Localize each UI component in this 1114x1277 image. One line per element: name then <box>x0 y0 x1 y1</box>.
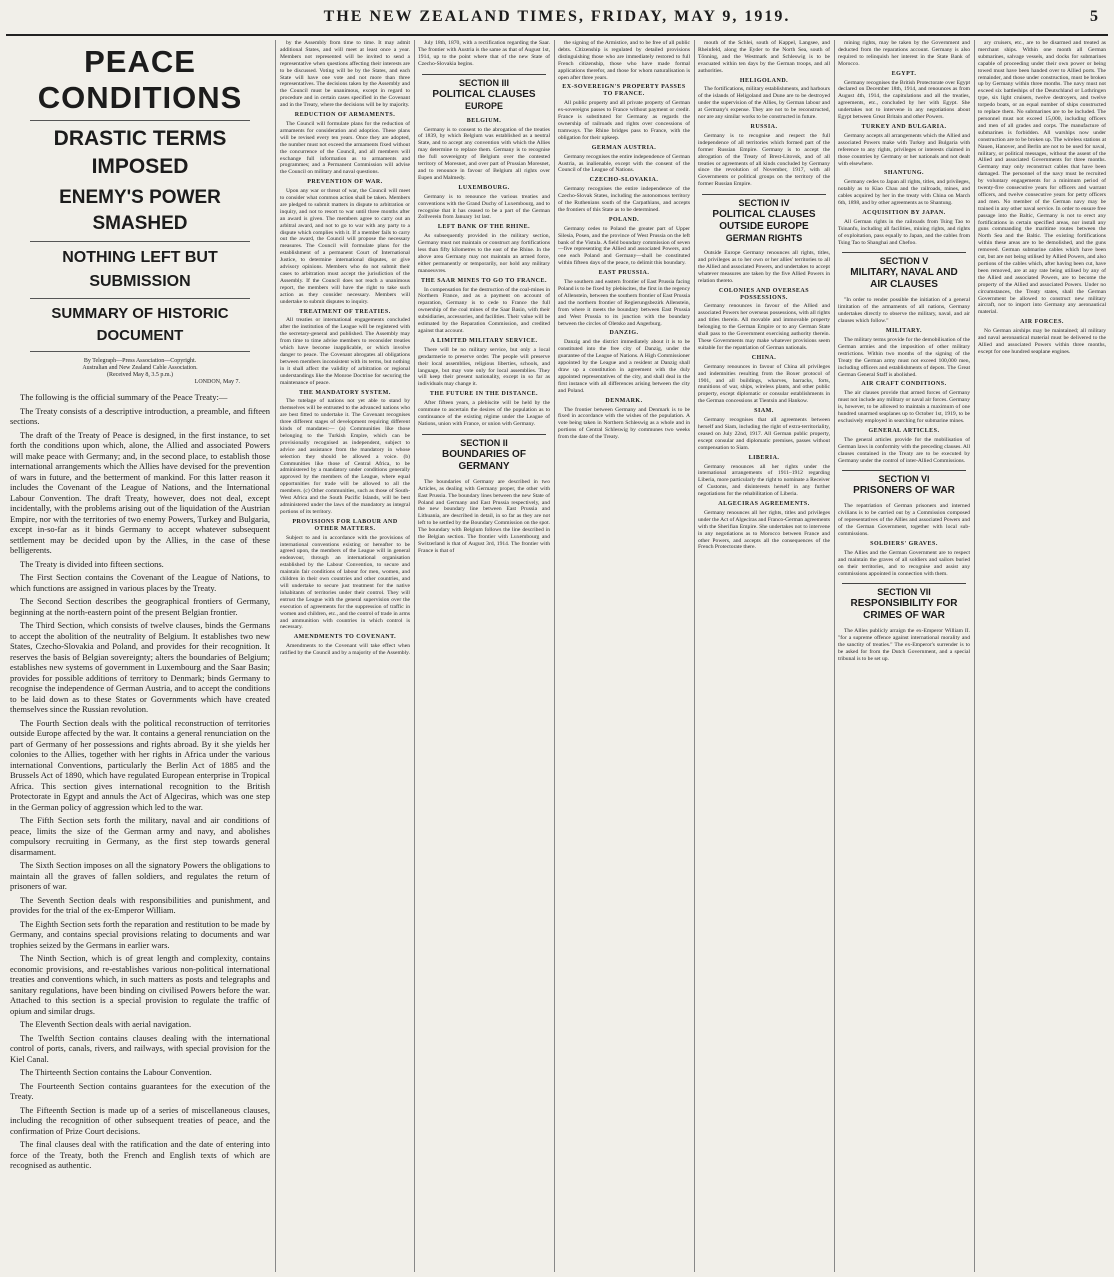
section-subtitle: GERMAN RIGHTS <box>725 233 803 244</box>
paragraph: As subsequently provided in the military section, Germany must not maintain or construct any fortifications less than fifty kilometres to the east of the Rhine. In the above area Germany may not maintain an armed force, either permanently or temporarily, nor hold any military manoeuvres. <box>418 233 550 274</box>
section-number: SECTION VII <box>877 587 931 598</box>
byline-line: Australian and New Zealand Cable Association. <box>82 365 198 371</box>
paragraph: Germany cedes to Poland the greater part of Upper Silesia, Posen, and the province of West Prussia on the left bank of the Vistula. A field boundary commission of seven—five representing the Allied and associated Powers, and one each Poland and Germany—shall be constituted within fifteen days of the peace, to delimit this boundary. <box>558 225 690 267</box>
subheading: ALGECIRAS AGREEMENTS. <box>718 501 810 508</box>
subheading: EAST PRUSSIA. <box>598 270 650 277</box>
column-rule <box>834 40 835 1272</box>
lead-paragraph: The Twelfth Section contains clauses dealing with the international control of ports, canals, rivers, and railways, with special provision for the Kiel Canal. <box>10 1032 270 1064</box>
column-rule <box>694 40 695 1272</box>
paragraph: The boundaries of Germany are described in two Articles, as dealing with Germany proper, the other with East Prussia. The boundary lines between the new State of Poland and Germany and East Prussia respectively, and the new boundary line between East Prussia and Lithuania, are described in detail, in so far as they are not left to be settled by the Boundary Commission on the spot. The boundary with Belgium follows the line described in the Belgian section. The frontier with Luxembourg and Switzerland is that of August 3rd, 1914. The frontier with France is that of <box>418 478 550 554</box>
subheading: REDUCTION OF ARMAMENTS. <box>294 112 396 119</box>
byline-line: By Telegraph—Press Association—Copyright. <box>83 358 197 364</box>
paragraph: The tutelage of nations not yet able to stand by themselves will be entrusted to the advanced nations who are best fitted to undertake it. The Covenant recognises three different stages of development requiring different kinds of mandates:— (a) Communities like those belonging to the Turkish Empire, which can be provisionally recognised as independent, subject to advice and assistance from the mandatory in whose selection they should be allowed a voice. (b) Communities like those of Central Africa, to be administered by a mandatory under conditions generally approved by the members of the League, where equal opportunities for trade will be allowed to all the members. (c) Other communities, such as those of South-West Africa and the South Pacific Islands, will be best administered under the laws of the mandatory as integral portions of its territory. <box>280 398 410 515</box>
subheading: EX-SOVEREIGN'S PROPERTY PASSES TO FRANCE. <box>562 84 686 98</box>
subheading: BELGIUM. <box>466 117 502 124</box>
dateline: LONDON, May 7. <box>194 379 240 385</box>
subheading: PREVENTION OF WAR. <box>307 179 383 186</box>
paragraph: The military terms provide for the demobilisation of the German armies and the imposition of other military restrictions. Within two months of the signing of the Treaty the German army must not exceed 100,000 men, including officers and establishments of depots. The Great German General Staff is abolished. <box>838 337 970 378</box>
paragraph: Germany renounces all her rights under the international arrangements of 1911–1912 regarding Liberia, more particularly the right to nominate a Receiver of Customs, and disinterests herself in any further negotiations for the rehabilitation of Liberia. <box>698 463 830 498</box>
paragraph: All treaties or international engagements concluded after the institution of the League will be registered with the secretary-general and published. The Assembly may from time to time advise members to reconsider treaties which have become inapplicable, or which involve danger to peace. The Covenant abrogates all obligations between members inconsistent with its terms, but nothing in it shall affect the validity of arbitration or regional understandings like the Monroe Doctrine for securing the maintenance of peace. <box>280 317 410 386</box>
section-title: PRISONERS OF WAR <box>853 485 955 497</box>
subheading: CHINA. <box>751 354 777 361</box>
paragraph: The Allies publicly arraign the ex-Emperor William II. "for a supreme offence against international morality and the sanctity of treaties." The ex-Emperor's surrender is to be asked for from the Dutch Government, and a special tribunal is to be set up. <box>838 628 970 663</box>
column-4 <box>558 40 690 1272</box>
paragraph: Amendments to the Covenant will take effect when ratified by the Council and by a majority of the Assembly. <box>280 643 410 657</box>
paragraph: The fortifications, military establishments, and harbours of the islands of Heligoland and Dune are to be destroyed under the supervision of the Allies, by German labour and at Germany's expense. They are not to be reconstructed, nor are any similar works to be constructed in future. <box>698 86 830 121</box>
subheading: ACQUISITION BY JAPAN. <box>862 209 946 216</box>
paragraph: No German airships may be maintained; all military and naval aeronautical material must be delivered to the Allied and associated Powers within three months, except for one hundred seaplane engines. <box>978 328 1106 355</box>
paragraph: Germany renounces all her rights, titles and privileges under the Act of Algeciras and Franco-German agreements with the Sherifian Empire. She undertakes not to intervene in any negotiations as to Morocco between France and other Powers, and accepts all the consequences of the French Protectorate there. <box>698 509 830 551</box>
section-heading <box>422 74 546 112</box>
section-heading <box>842 583 966 622</box>
section-number: SECTION IV <box>738 198 790 209</box>
paragraph: All German rights in the railroads from Tsing Tao to Tsinanfu, including all facilities, mining rights, and rights of exploitation, pass equally to Japan, and the cables from Tsing Tao to Shanghai and Chefoo. <box>838 218 970 246</box>
paragraph: the signing of the Armistice, and to be free of all public debts. Citizenship is regulated by detailed provisions distinguishing those who are immediately restored to full French citizenship, those who have made formal applications therefor, and those for whom naturalisation is open after three years. <box>558 40 690 81</box>
subheading: LUXEMBOURG. <box>458 184 510 191</box>
page-number: 5 <box>1090 8 1098 25</box>
column-rule <box>414 40 415 1272</box>
paragraph: Germany is to recognise and respect the full independence of all territories which formed part of the former Russian Empire. Germany is to accept the abrogation of the Treaty of Brest-Litovsk, and of all treaties or agreements of all kinds concluded by Germany since the revolution of November, 1917, with all Governments or political groups on the territory of the former Russian Empire. <box>698 132 830 188</box>
divider <box>30 120 250 121</box>
paragraph: by the Assembly from time to time. It may admit additional States, and will meet at least once a year. Members not represented will be invited to send a representative when questions affecting their interests are to be discussed. Voting will be by the States, and each State will have one vote and not more than three representatives. The decisions taken by the Assembly and the Council must be unanimous, except in regard to procedure and in certain cases specified in the Covenant and in the Treaty, where the decisions will be by majority. <box>280 40 410 109</box>
paragraph: Germany recognises the British Protectorate over Egypt declared on December 18th, 1914, and renounces as from August 4th, 1914, the capitulations and all the treaties, agreements, etc., concluded by her with Egypt. She undertakes not to intervene in any negotiations about Egypt between Great Britain and other Powers. <box>838 79 970 121</box>
lead-paragraph: The Sixth Section imposes on all the signatory Powers the obligations to maintain all the graves of fallen soldiers, and regulates the return of prisoners of war. <box>10 860 270 891</box>
column-rule <box>554 40 555 1272</box>
section-number: SECTION V <box>879 256 929 267</box>
subheading: AIR FORCES. <box>1020 319 1064 326</box>
paragraph: Germany is to renounce the various treaties and conventions with the Grand Duchy of Luxembourg, and to recognise that it has ceased to be a part of the German Zollverein from January 1st last. <box>418 193 550 221</box>
paragraph: Germany recognises that all agreements between herself and Siam, including the right of extra-territoriality, ceased on July 22nd, 1917. All German public property, except consular and diplomatic premises, passes without compensation to Siam. <box>698 417 830 451</box>
paragraph: The general articles provide for the mobilisation of German laws in conformity with the preceding clauses. All clauses contained in the Treaty are to be executed by Germany under the control of inter-Allied Commissions. <box>838 436 970 464</box>
lead-paragraph: The Thirteenth Section contains the Labour Convention. <box>20 1067 212 1077</box>
lead-paragraph: The Fifth Section sets forth the military, naval and air conditions of peace, limits the size of the German army and navy, and abolishes compulsory recruiting in Germany, as the first step towards general disarmament. <box>10 815 270 857</box>
section-heading <box>422 434 546 473</box>
lead-paragraph: The Second Section describes the geographical frontiers of Germany, beginning at the north-eastern point of the present Belgian frontier. <box>10 596 270 617</box>
subheading: SHANTUNG. <box>883 170 924 177</box>
lead-paragraph: The Seventh Section deals with responsibilities and punishment, and provides for the trial of the ex-Emperor William. <box>10 894 270 915</box>
headline-5: SUMMARY OF HISTORIC DOCUMENT <box>51 305 229 344</box>
column-7 <box>978 40 1106 1272</box>
section-title: BOUNDARIES OF GERMANY <box>442 448 526 472</box>
paragraph: ary cruisers, etc., are to be disarmed and treated as merchant ships. Within one month all German submarines, salvage vessels, and docks for submarines capable of proceeding under their own power or being towed must have been handed over to Allied ports. The remainder, and those under construction, must be broken up by Germany within three months. The navy must not exceed six battleships of the Deutschland or Lothringen type, six light cruisers, twelve destroyers, and twelve torpedo boats, or an equal number of ships constructed to replace them. No submarines are to be included. The personnel must not exceed 15,000, including officers and men of all grades and corps. The manufacture of submarines is forbidden. All warships now under construction are to be broken up. The wireless stations at Nauen, Hanover, and Berlin are not to be used for naval, military, or political messages, without the assent of the Allied and associated Governments for three months. Germany may only reconstruct cables that have been damaged. The personnel of the navy must be recruited by voluntary engagements for a minimum period of twenty-five consecutive years for officers and warrant officers, and twelve consecutive years for petty officers and men. No member of the German navy may be trained in any other naval service. In order to ensure free passage into the Baltic, Germany is not to erect any fortifications in certain specified areas, nor install any guns commanding the maritime routes between the North Sea and the Baltic. The existing fortifications within these areas are to be demolished, and the guns removed. German submarine cables which have been cut, but are not being utilised by Allied Powers, and also portions of the cables which, after having been cut, have been removed, are at any rate being utilised by any of the Allied and associated Powers, are to become the property of the Allied and associated Powers. Under no circumstances, the Treaty states, shall the German Government be allowed to construct new military aircraft, nor to import into Germany any aeronautical material. <box>978 40 1106 316</box>
paragraph: The Council will formulate plans for the reduction of armaments for consideration and adoption. These plans will be revised every ten years. Once they are adopted, the number must not exceed the armaments fixed without the concurrence of the Council, and all members will exchange full information as to armaments and programmes; and a Permanent Commission will advise the Council on military and naval questions. <box>280 120 410 176</box>
byline <box>10 358 270 386</box>
section-title: MILITARY, NAVAL AND AIR CLAUSES <box>850 267 958 291</box>
lead-paragraph: The Treaty consists of a descriptive introduction, a preamble, and fifteen sections. <box>10 405 270 426</box>
paragraph: Germany recognises the entire independence of German Austria, as inalienable, except with the consent of the Council of the League of Nations. <box>558 153 690 174</box>
masthead-rule <box>6 34 1108 36</box>
section-title: POLITICAL CLAUSES <box>432 88 536 100</box>
paragraph: Germany renounces in favour of China all privileges and indemnities resulting from the Boxer protocol of 1901, and all buildings, wharves, barracks, forts, munitions of war, ships, wireless plants, and other public property, except diplomatic or consular establishments in the German concessions at Tientsin and Hankow. <box>698 363 830 405</box>
subheading: A LIMITED MILITARY SERVICE. <box>430 337 538 344</box>
paragraph: Danzig and the district immediately about it is to be constituted into the free city of Danzig, under the guarantee of the League of Nations. A High Commissioner appointed by the League and a resident at Danzig shall draw up a constitution in agreement with the duly appointed representatives of the city, and shall deal in the first instance with all differences arising between the city and Poland. <box>558 339 690 394</box>
column-3 <box>418 40 550 1272</box>
column-rule <box>275 40 276 1272</box>
subheading: THE FUTURE IN THE DISTANCE. <box>429 391 539 398</box>
lead-paragraph: The Third Section, which consists of twelve clauses, binds the Germans to accept the abolition of the neutrality of Belgium. It establishes two new States, Czecho-Slovakia and Poland, and provides for their recognition. It reserves the basis of Belgian sovereignty; alters the boundaries of Belgium; establishes new systems of government in Luxembourg and the Saar Basin; provides for possible additions of territory to Denmark; binds Germany to recognise the independence of German Austria, and to accept the conditions to be laid down as to these States or Governments which have created themselves since the Russian revolution. <box>10 620 270 714</box>
subheading: PROVISIONS FOR LABOUR AND OTHER MATTERS. <box>292 518 398 532</box>
lead-paragraph: The following is the official summary of the Peace Treaty:— <box>20 392 228 402</box>
paragraph: Outside Europe Germany renounces all rights, titles, and privileges as to her own or her allies' territories to all the Allied and associated Powers, and undertakes to accept whatever measures are taken by the five Allied Powers in relation thereto. <box>698 250 830 284</box>
subheading: CZECHO-SLOVAKIA. <box>589 177 659 184</box>
subheading: SIAM. <box>754 408 774 415</box>
subheading: HELIGOLAND. <box>739 77 789 84</box>
column-2 <box>280 40 410 1272</box>
headline-2: DRASTIC TERMS IMPOSED <box>53 127 227 178</box>
paragraph: In compensation for the destruction of the coal-mines in Northern France, and as a payment on account of reparation, Germany is to cede to France the full ownership of the coal mines of the Saar Basin, with their subsidiaries, accessories, and facilities. Their value will be estimated by the Reparation Commission, and credited against that account. <box>418 286 550 334</box>
lead-paragraph: The First Section contains the Covenant of the League of Nations, to which functions are assigned in various places by the Treaty. <box>10 572 270 593</box>
subheading: AMENDMENTS TO COVENANT. <box>293 634 397 641</box>
column-5 <box>698 40 830 1272</box>
masthead <box>0 2 1114 32</box>
subheading: TURKEY AND BULGARIA. <box>861 123 947 130</box>
section-subtitle: EUROPE <box>464 100 503 111</box>
subheading: EGYPT. <box>891 70 917 77</box>
subheading: AIR CRAFT CONDITIONS. <box>861 381 947 388</box>
headline-4: NOTHING LEFT BUT SUBMISSION <box>62 249 218 290</box>
lead-paragraph: The final clauses deal with the ratification and the date of entering into force of the Treaty, both the French and English texts of which are recognised as authentic. <box>10 1139 270 1170</box>
subheading: SOLDIERS' GRAVES. <box>870 540 938 547</box>
paragraph: July 18th, 1870, with a rectification regarding the Saar. The frontier with Austria is the same as that of August 1st, 1914, up to the point where that of the new State of Czecho-Slovakia begins. <box>418 40 550 67</box>
subheading: TREATMENT OF TREATIES. <box>299 308 391 315</box>
subheading: DANZIG. <box>609 330 639 337</box>
paragraph: Germany accepts all arrangements which the Allied and associated Powers make with Turkey and Bulgaria with reference to any rights, privileges or interests claimed in those countries by Germany or her nationals and not dealt with elsewhere. <box>838 132 970 167</box>
lead-paragraph: The Fifteenth Section is made up of a series of miscellaneous clauses, including the recognition of other subsequent treaties of peace, and the confirmation of Prize Court decisions. <box>10 1104 270 1136</box>
paragraph: Germany recognises the entire independence of the Czecho-Slovak States, including the autonomous territory of the Ruthenians south of the Carpathians, and accepts the frontiers of this State as to be determined. <box>558 186 690 213</box>
subheading: GENERAL ARTICLES. <box>868 427 940 434</box>
subheading: LEFT BANK OF THE RHINE. <box>437 224 531 231</box>
paragraph: The repatriation of German prisoners and interned civilians is to be carried out by a Commission composed of representatives of the Allies and associated Powers and of the German Government, together with local sub-commissions. <box>838 503 970 538</box>
paragraph: Subject to and in accordance with the provisions of international conventions existing or hereafter to be agreed upon, the members of the League will in general endeavour, through an international organisation established by the Labour Convention, to secure and maintain fair conditions of labour for men, women, and children in their own countries and other countries, and will undertake to secure just treatment for the native inhabitants of territories under their control. They will entrust the League with the general supervision over the execution of agreements for the suppression of traffic in women and children, etc., and the control of trade in arms and ammunition with countries in which control is necessary. <box>280 534 410 631</box>
section-number: SECTION II <box>460 437 508 448</box>
subheading: GERMAN AUSTRIA. <box>591 144 657 151</box>
section-title: POLITICAL CLAUSES OUTSIDE EUROPE <box>712 209 816 233</box>
section-heading <box>842 470 966 497</box>
subheading: LIBERIA. <box>748 454 780 461</box>
section-heading <box>702 194 826 244</box>
subheading: THE MANDATORY SYSTEM. <box>299 389 391 396</box>
lead-paragraph: The draft of the Treaty of Peace is designed, in the first instance, to set forth the conditions upon which, alone, the Allied and associated Powers will make peace with Germany; and, in the second place, to establish those international arrangements which the Allies have devised for the prevention of wars in future, and the betterment of mankind. For this latter reason it includes the Covenant of the League of Nations, and the International Labour Convention. The draft Treaty, however, does not deal, except incidentally, with the problems arising out of the liquidation of the Austrian Empire, nor with the territories of two enemy Powers, Turkey and Bulgaria, except in-so-far as it binds Germany to accept whatever subsequent settlement may be decided upon by the Allies, in the case of these belligerents. <box>10 429 270 555</box>
subheading: POLAND. <box>608 216 640 223</box>
paragraph: Germany is to consent to the abrogation of the treaties of 1839, by which Belgium was established as a neutral State, and to accept any convention with which the Allies may determine to replace them. Germany is to recognise the full sovereignty of Belgium over the contested territory of Moresnet, and over part of Prussian Moresnet, and to renounce in favour of Belgium all rights over Eupen and Malmedy. <box>418 126 550 181</box>
section-number: SECTION III <box>458 77 509 88</box>
paragraph: The Allies and the German Government are to respect and maintain the graves of all soldiers and sailors buried on their territories, and to recognise and assist any commissions appointed in connection with them. <box>838 549 970 577</box>
newspaper-title: THE NEW ZEALAND TIMES, FRIDAY, MAY 9, 1919. <box>323 8 791 25</box>
lead-paragraph: The Ninth Section, which is of great length and complexity, contains economic provisions, and re-establishes various non-political international treaties and conventions which, in such matters as posts and telegraphs and sanitary regulations, have been binding on civilised Powers before the war. Attached to this section is a special provision to regulate the traffic of opium and similar drugs. <box>10 953 270 1016</box>
paragraph: There will be no military service, but only a local gendarmerie to preserve order. The people will preserve their local assemblies, religious liberties, schools, and language, but may vote only for local assemblies. They will keep their present nationality, except in so far as individuals may change it. <box>418 346 550 388</box>
section-number: SECTION VI <box>878 474 930 485</box>
paragraph: Upon any war or threat of war, the Council will meet to consider what common action shall be taken. Members are pledged to submit matters in dispute to arbitration or inquiry, and not to resort to war until three months after an award is given. The members agree to carry out an arbitral award, and not to go to war with any party to a dispute which complies with it. If a member fails to carry out the award, the Council will propose the necessary measures. The Council will formulate plans for the establishment of a permanent Court of International Justice, to determine international disputes, or give advisory opinions. Members who do not submit their cases to arbitration must accept the jurisdiction of the Assembly. If the Council does not reach a unanimous report, the members will have the right to take such action as they consider necessary. Members will undertake to submit disputes to inquiry. <box>280 188 410 305</box>
subheading: THE SAAR MINES TO GO TO FRANCE. <box>421 277 547 284</box>
divider <box>30 241 250 242</box>
byline-line: (Received May 8, 3.5 p.m.) <box>107 372 173 378</box>
headline-3: ENEMY'S POWER SMASHED <box>59 187 221 234</box>
paragraph: After fifteen years, a plebiscite will be held by the commune to ascertain the desires of the population as to continuance of the existing régime under the League of Nations, union with France, or union with Germany. <box>418 400 550 427</box>
section-heading <box>842 252 966 291</box>
paragraph: mining rights, may be taken by the Government and deducted from the reparations account. Germany is also required to relinquish her interest in the State Bank of Morocco. <box>838 40 970 67</box>
lead-paragraph: The Fourth Section deals with the political reconstruction of territories outside Europe affected by the war. It contains a general renunciation on the part of Germany of her possessions and rights abroad. By it she yields her colonies to the Allies, together with her rights in Africa under the various international Conventions, particularly the Berlin Act of 1885 and the Brussels Act of 1890, which have regulated European enterprise in Tropical Africa. This section gives international recognition to the British Protectorate in Egypt and annuls the Act of Algeciras, which was one step in the German policy of aggression which led to the war. <box>10 717 270 812</box>
paragraph: All public property and all private property of German ex-sovereigns passes to France without payment or credit. France is substituted for Germany as regards the ownership of railroads and rights over concessions of tramways. The Rhine bridges pass to France, with the obligation for their upkeep. <box>558 100 690 141</box>
paragraph: "In order to render possible the initiation of a general limitation of the armaments of all nations, Germany undertakes directly to observe the military, naval, and air clauses which follow." <box>838 297 970 325</box>
divider <box>30 351 250 352</box>
divider <box>30 298 250 299</box>
paragraph: The air clauses provide that armed forces of Germany must not include any military or naval air forces. Germany is, however, to be allowed to maintain a maximum of one hundred unarmed seaplanes up to October 1st, 1919, to be exclusively employed in searching for submarine mines. <box>838 390 970 424</box>
paragraph: The southern and eastern frontier of East Prussia facing Poland is to be fixed by plebiscites, the first in the regency of Allenstein, between the southern frontier of East Prussia and the northern frontier of Regierungsbezirk Allenstein, from where it meets the boundary between East Prussia and West Prussia to its junction with the boundary between the circles of Oletsko and Angerburg. <box>558 279 690 327</box>
paragraph: Germany renounces in favour of the Allied and associated Powers her overseas possessions, with all rights and titles therein. All movable and immovable property belonging to the German Empire or to any German State shall pass to the Government exercising authority therein. These Governments may make whatever provisions seem suitable for the repatriation of German nationals. <box>698 303 830 351</box>
subheading: MILITARY. <box>885 328 923 335</box>
section-title: RESPONSIBILITY FOR CRIMES OF WAR <box>850 598 958 622</box>
subheading: RUSSIA. <box>750 123 778 130</box>
subheading: DENMARK. <box>605 397 643 404</box>
subheading: COLONIES AND OVERSEAS POSSESSIONS. <box>718 287 810 301</box>
lead-paragraph: The Treaty is divided into fifteen sections. <box>20 558 164 569</box>
lead-paragraph: The Fourteenth Section contains guarantees for the execution of the Treaty. <box>10 1080 270 1101</box>
paragraph: mouth of the Schlei, south of Kappel, Langsee, and Rheinfeld, along the Eyder to the North Sea, south of Tönning, and the Westmark and Schleswig is to be evacuated within ten days by the German troops, and all authorities. <box>698 40 830 74</box>
lead-paragraph: The Eleventh Section deals with aerial navigation. <box>20 1019 192 1029</box>
paragraph: The frontier between Germany and Denmark is to be fixed in accordance with the wishes of the population. A vote being taken in Northern Schleswig as a whole and in portions of Central Schleswig by communes two weeks from the date of the Treaty. <box>558 406 690 441</box>
lead-paragraph: The Eighth Section sets forth the reparation and restitution to be made by Germany, and contains special provisions relating to documents and war trophies seized by the Germans in earlier wars. <box>10 918 270 950</box>
column-1 <box>10 40 270 1272</box>
headline-main: PEACE CONDITIONS <box>37 44 243 115</box>
column-6 <box>838 40 970 1272</box>
column-rule <box>974 40 975 1272</box>
paragraph: Germany cedes to Japan all rights, titles, and privileges, notably as to Kiao Chau and the railroads, mines, and cables acquired by her in the treaty with China on March 6th, 1898, and by other agreements as to Shantung. <box>838 179 970 207</box>
article-lead <box>10 392 270 1171</box>
